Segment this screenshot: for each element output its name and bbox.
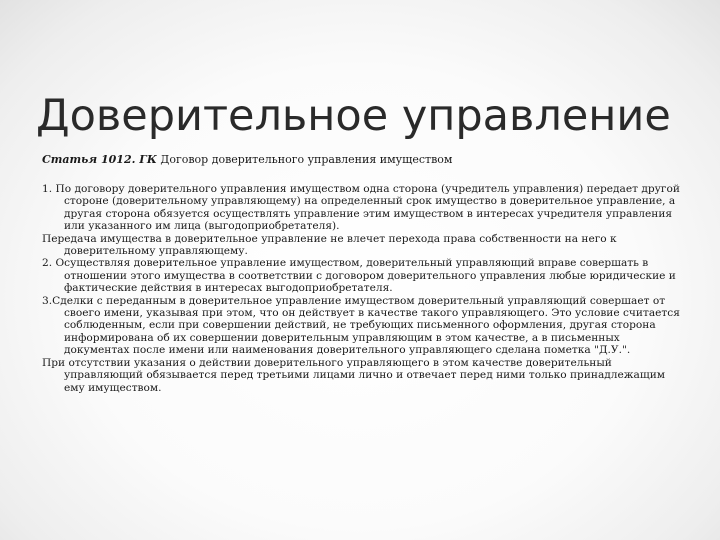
paragraph-4: 3.Сделки с переданным в доверительное управление имуществом доверительный управляющий совершает от своего имени, указывая при этом, что он действует в качестве такого управляющего. Это условие считается соблюденным, если при совершении действий, не требующих письменного оформления, другая сторона информирована об их совершении доверительным управляющим в этом качестве, а в письменных документах после имени или наименования доверительного управляющего сделана пометка "Д.У.". [42,294,680,357]
slide-content [42,153,682,394]
paragraph-2: Передача имущества в доверительное управление не влечет перехода права собственности на него к доверительному управляющему. [42,232,617,258]
paragraph-1: 1. По договору доверительного управления имуществом одна сторона (учредитель управления) передает другой стороне (доверительному управляющему) на определенный срок имущество в доверительное управление, а другая сторона обязуется осуществлять управление этим имуществом в интересах учредителя управления или указанного им лица (выгодоприобретателя). [42,183,680,233]
article-label: Статья 1012. ГК [42,153,157,166]
article-heading [42,153,682,167]
paragraph-5: При отсутствии указания о действии доверительного управляющего в этом качестве доверительный управляющий обязывается перед третьими лицами лично и отвечает перед ними только принадлежащим ему имуществом. [42,356,665,394]
article-title: Договор доверительного управления имуществом [160,153,453,166]
slide-title: Доверительное управление [36,91,671,141]
paragraph-3: 2. Осуществляя доверительное управление имуществом, доверительный управляющий вправе совершать в отношении этого имущества в соответствии с договором доверительного управления любые юридические и фактические действия в интересах выгодоприобретателя. [42,257,676,295]
